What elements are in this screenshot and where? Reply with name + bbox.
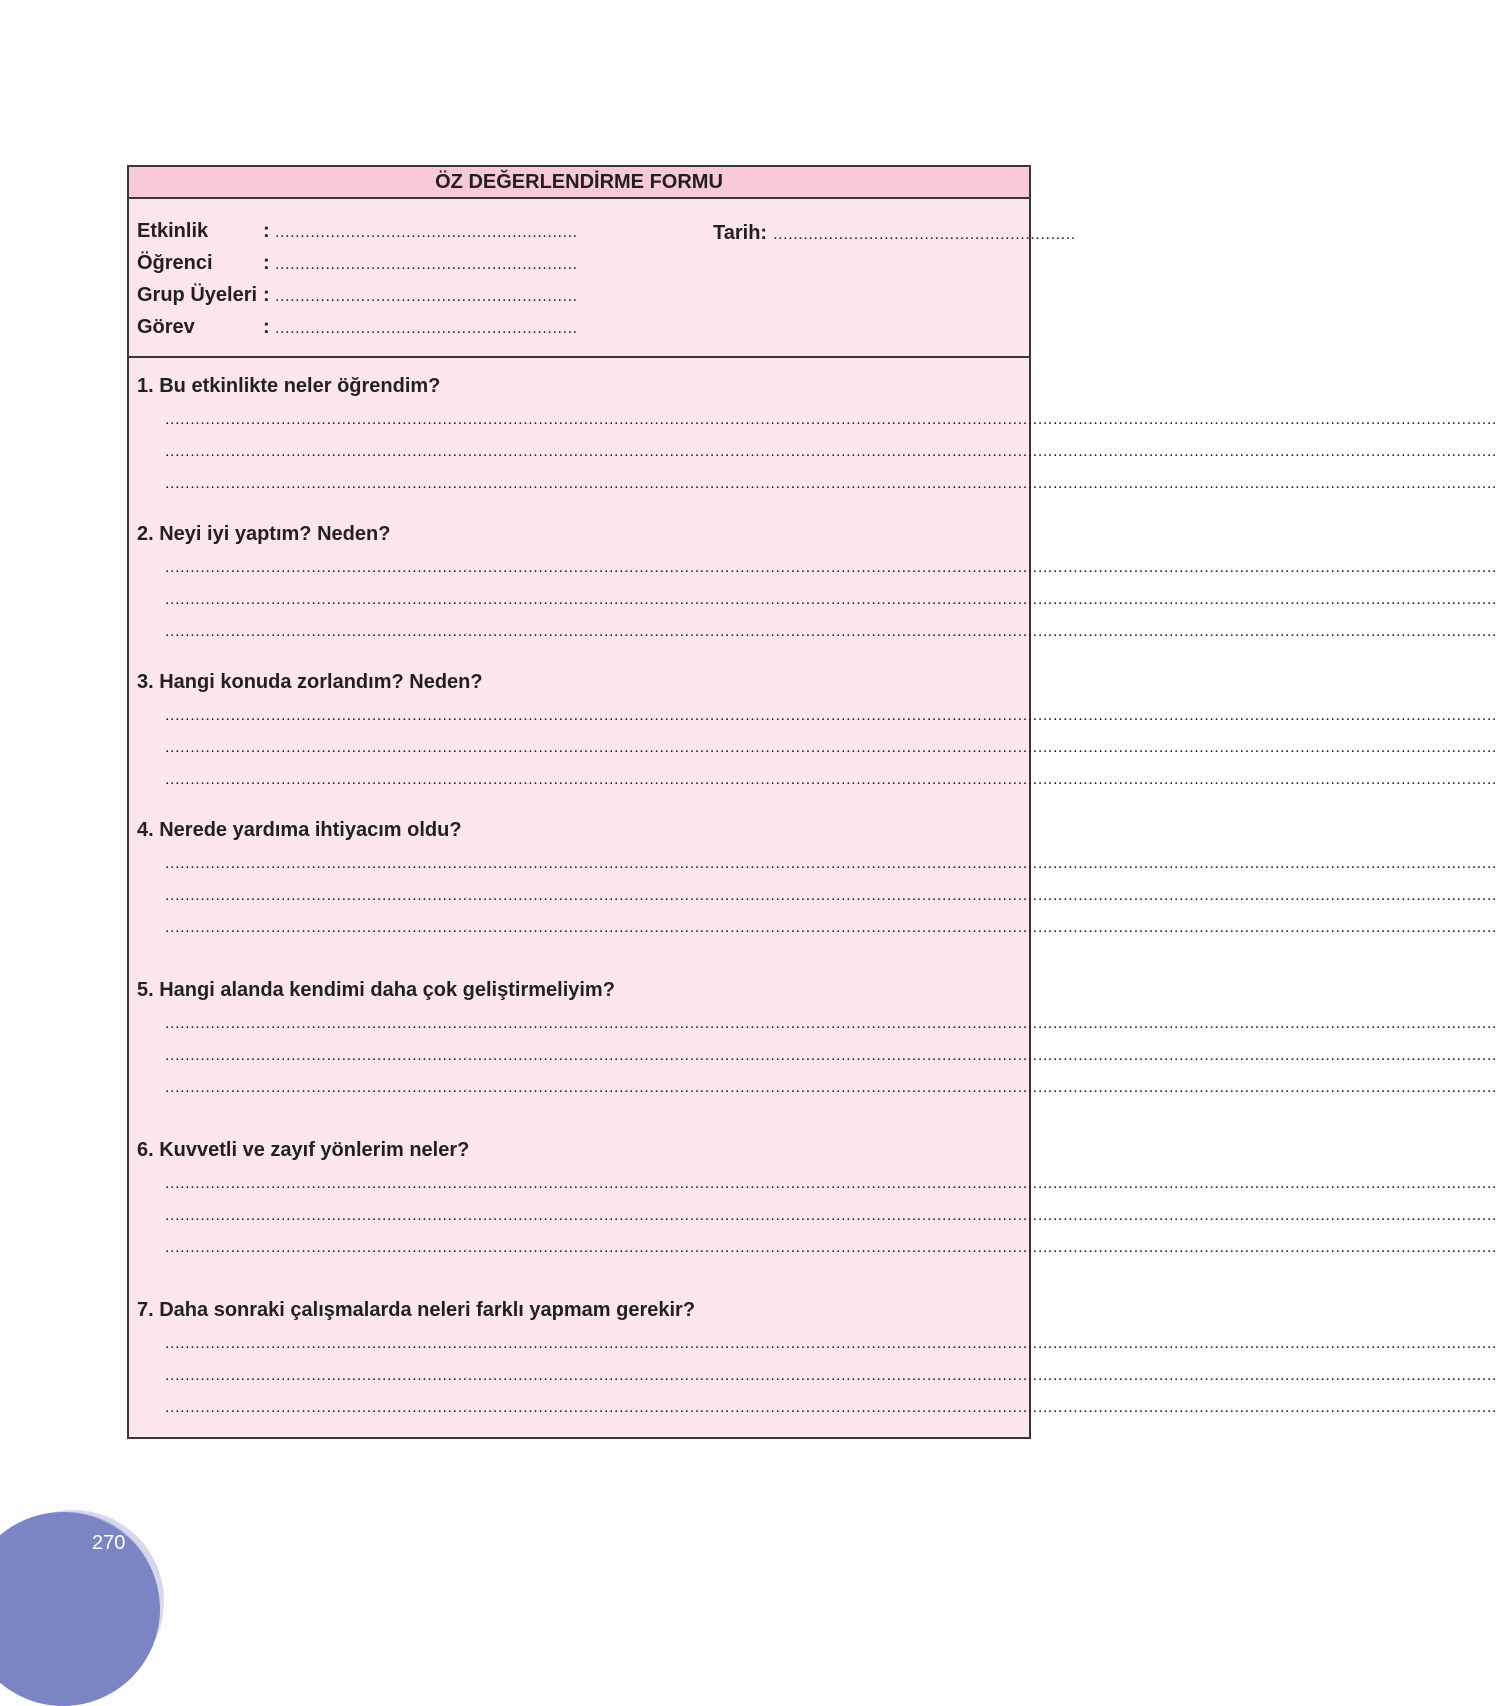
question-6: 6. Kuvvetli ve zayıf yönlerim neler?: [137, 1139, 470, 1161]
field-etkinlik: [137, 219, 578, 245]
answer-line[interactable]: ........................................................................................................................................................................................................................................................................: [165, 919, 1497, 936]
field-input-line[interactable]: ............................................................: [275, 224, 578, 241]
answer-line[interactable]: ........................................................................................................................................................................................................................................................................: [165, 1399, 1497, 1416]
page-number: 270: [92, 1532, 126, 1554]
answer-line[interactable]: ........................................................................................................................................................................................................................................................................: [165, 443, 1497, 460]
answer-line[interactable]: ........................................................................................................................................................................................................................................................................: [165, 707, 1497, 724]
answer-line[interactable]: ........................................................................................................................................................................................................................................................................: [165, 411, 1497, 428]
answer-line[interactable]: ........................................................................................................................................................................................................................................................................: [165, 1207, 1497, 1224]
field-colon: :: [263, 316, 270, 338]
answer-line[interactable]: ........................................................................................................................................................................................................................................................................: [165, 1175, 1497, 1192]
question-7: 7. Daha sonraki çalışmalarda neleri farklı yapmam gerekir?: [137, 1299, 696, 1321]
question-3: 3. Hangi konuda zorlandım? Neden?: [137, 671, 483, 693]
answer-line[interactable]: ........................................................................................................................................................................................................................................................................: [165, 623, 1497, 640]
field-ogrenci: [137, 251, 578, 277]
answer-line[interactable]: ........................................................................................................................................................................................................................................................................: [165, 559, 1497, 576]
field-label: Grup Üyeleri: [137, 284, 258, 306]
answer-line[interactable]: ........................................................................................................................................................................................................................................................................: [165, 1367, 1497, 1384]
field-colon: :: [263, 220, 270, 242]
answer-line[interactable]: ........................................................................................................................................................................................................................................................................: [165, 1015, 1497, 1032]
answer-line[interactable]: ........................................................................................................................................................................................................................................................................: [165, 591, 1497, 608]
date-label: Tarih:: [713, 222, 768, 244]
info-section: [129, 199, 1076, 358]
answer-line[interactable]: ........................................................................................................................................................................................................................................................................: [165, 1335, 1497, 1352]
field-colon: :: [263, 252, 270, 274]
answer-line[interactable]: ........................................................................................................................................................................................................................................................................: [165, 475, 1497, 492]
question-2: 2. Neyi iyi yaptım? Neden?: [137, 523, 391, 545]
field-colon: :: [263, 284, 270, 306]
field-gorev: [137, 315, 578, 341]
question-4: 4. Nerede yardıma ihtiyacım oldu?: [137, 819, 462, 841]
field-input-line[interactable]: ............................................................: [275, 320, 578, 337]
self-assessment-form: [127, 165, 1497, 1439]
form-title: ÖZ DEĞERLENDİRME FORMU: [129, 167, 1029, 199]
question-1: 1. Bu etkinlikte neler öğrendim?: [137, 375, 441, 397]
answer-line[interactable]: ........................................................................................................................................................................................................................................................................: [165, 1079, 1497, 1096]
field-tarih: [713, 221, 1076, 247]
field-label: Etkinlik: [137, 220, 209, 242]
answer-line[interactable]: ........................................................................................................................................................................................................................................................................: [165, 887, 1497, 904]
question-5: 5. Hangi alanda kendimi daha çok geliştirmeliyim?: [137, 979, 615, 1001]
field-label: Görev: [137, 316, 195, 338]
answer-line[interactable]: ........................................................................................................................................................................................................................................................................: [165, 739, 1497, 756]
field-input-line[interactable]: ............................................................: [275, 256, 578, 273]
date-input-line[interactable]: ............................................................: [773, 226, 1076, 243]
answer-line[interactable]: ........................................................................................................................................................................................................................................................................: [165, 771, 1497, 788]
answer-line[interactable]: ........................................................................................................................................................................................................................................................................: [165, 1047, 1497, 1064]
field-input-line[interactable]: ............................................................: [275, 288, 578, 305]
field-grup-uyeleri: [137, 283, 578, 309]
answer-line[interactable]: ........................................................................................................................................................................................................................................................................: [165, 855, 1497, 872]
answer-line[interactable]: ........................................................................................................................................................................................................................................................................: [165, 1239, 1497, 1256]
field-label: Öğrenci: [137, 252, 213, 274]
